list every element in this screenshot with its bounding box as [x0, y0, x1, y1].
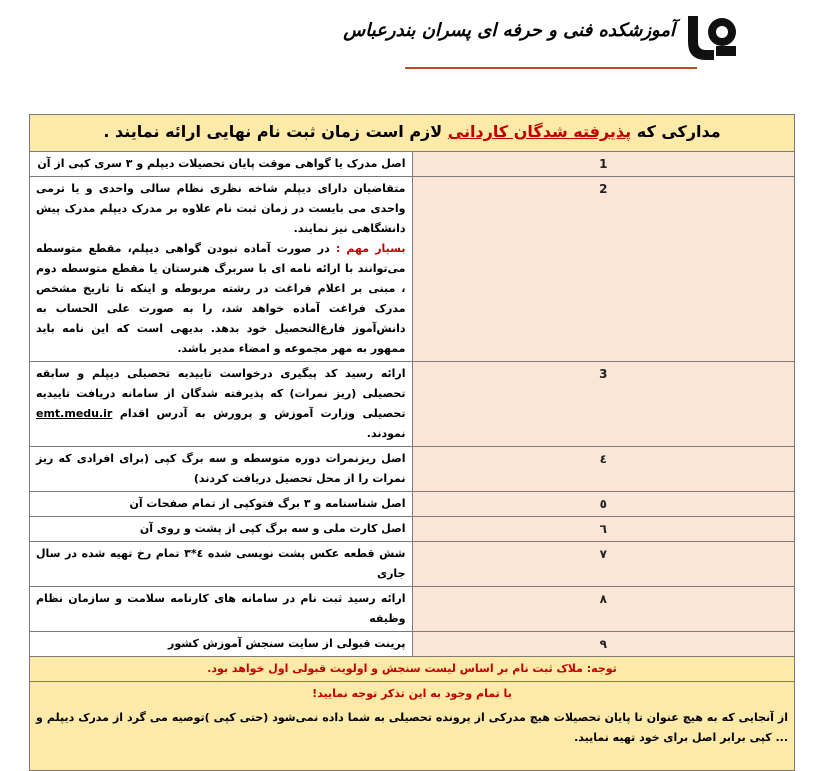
row-number: ٨: [412, 587, 795, 632]
title-highlight: پذیرفته شدگان کاردانی: [447, 122, 632, 141]
row-text: اصل مدرک یا گواهی موقت پایان تحصیلات دیپلم و ۳ سری کپی از آن: [30, 152, 413, 177]
title-part2: لازم است زمان ثبت نام نهایی ارائه نمایند .: [103, 122, 443, 141]
table-row: [30, 447, 795, 492]
row-number: 1: [412, 152, 795, 177]
row-text: پرینت قبولی از سایت سنجش آموزش کشور: [30, 632, 413, 657]
row-number: 3: [412, 362, 795, 447]
row-number: ٤: [412, 447, 795, 492]
table-row: [30, 492, 795, 517]
table-row: [30, 542, 795, 587]
page-header: [0, 0, 825, 110]
row-text: شش قطعه عکس پشت نویسی شده ٤*٣ تمام رخ تهیه شده در سال جاری: [30, 542, 413, 587]
urgent-label: بسیار مهم :: [335, 242, 406, 255]
row-number: ٦: [412, 517, 795, 542]
row-text: ارائه رسید ثبت نام در سامانه های کارنامه سلامت و سازمان نظام وظیفه: [30, 587, 413, 632]
urgent-note: [36, 239, 406, 359]
registration-note: توجه: ملاک ثبت نام بر اساس لیست سنجش و اولویت قبولی اول خواهد بود.: [30, 657, 795, 682]
row-text: اصل ریزنمرات دوره متوسطه و سه برگ کپی (برای افرادی که ریز نمرات را از محل تحصیل دریافت کردند): [30, 447, 413, 492]
school-name: آموزشکده فنی و حرفه ای پسران بندرعباس: [343, 20, 675, 41]
row-number: ٧: [412, 542, 795, 587]
note-row: [30, 682, 795, 771]
table-row: [30, 362, 795, 447]
table-row: [30, 152, 795, 177]
row-number: 2: [412, 177, 795, 362]
row-text-end: نمودند.: [366, 427, 406, 440]
table-row: [30, 517, 795, 542]
row-text: [30, 362, 413, 447]
table-row: [30, 587, 795, 632]
table-row: [30, 177, 795, 362]
title-row: [30, 115, 795, 152]
row-number: ٩: [412, 632, 795, 657]
school-logo-icon: [680, 12, 740, 70]
header-divider: [405, 67, 697, 69]
row-text-main: متقاضیان دارای دیپلم شاخه نظری نظام سالی واحدی و یا ترمی واحدی می بایست در زمان ثبت نام علاوه بر مدرک دیپلم مدرک پیش دانشگاهی نیز نمایند.: [36, 182, 406, 235]
warning-text: از آنجایی که به هیچ عنوان تا پایان تحصیلات هیچ مدرکی از پرونده تحصیلی به شما داده نمی‌شود (حتی کپی )توصیه می گرد از مدرک دیپلم و ... کپی برابر اصل برای خود تهیه نمایید.: [36, 711, 788, 744]
title-part1: مدارکی که: [636, 122, 721, 141]
table-row: [30, 632, 795, 657]
note-row: [30, 657, 795, 682]
warning-title: با تمام وجود به این تذکر توجه نمایید!: [312, 687, 512, 700]
emt-link[interactable]: emt.medu.ir: [36, 407, 113, 420]
row-text: [30, 177, 413, 362]
row-number: ٥: [412, 492, 795, 517]
row-text-main: ارائه رسید کد پیگیری درخواست تاییدیه تحصیلی دیپلم و سابقه تحصیلی (ریز نمرات) که پذیرفته شدگان از سامانه دریافت تاییدیه تحصیلی وزارت آموزش و پرورش به آدرس اقدام: [36, 367, 406, 420]
documents-table: [29, 114, 795, 771]
warning-note: [30, 682, 795, 771]
urgent-text: در صورت آماده نبودن گواهی دیپلم، مقطع متوسطه می‌توانند با ارائه نامه ای با سربرگ هنرستان یا مقطع متوسطه دوم ، مبنی بر اعلام فراغت در رشته مربوطه و اینکه تا تاریخ مشخص مدرک فراغت آماده خواهد شد، را به صورت علی الحساب به دانش‌آموز فارغ‌التحصیل خود بدهد. بدیهی است که این نامه باید ممهور به مهر مجموعه و امضاء مدیر باشد.: [36, 242, 406, 355]
table-title: [30, 115, 795, 152]
row-text: اصل شناسنامه و ۳ برگ فتوکپی از تمام صفحات آن: [30, 492, 413, 517]
row-text: اصل کارت ملی و سه برگ کپی از پشت و روی آن: [30, 517, 413, 542]
